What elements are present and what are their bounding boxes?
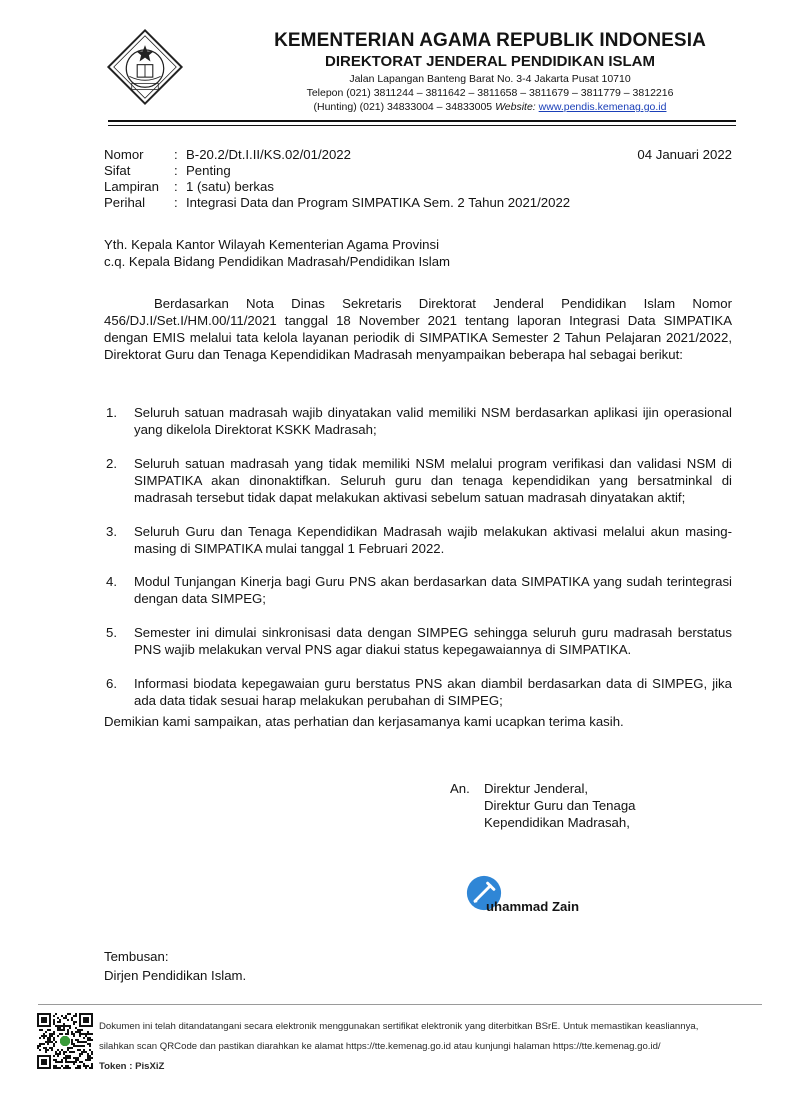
meta-row-nomor (104, 147, 570, 163)
footer-line: Dokumen ini telah ditandatangani secara elektronik menggunakan sertifikat elektronik yang diterbitkan BSrE. Untuk memastikan keasliannya, (99, 1021, 699, 1032)
footer-line: silahkan scan QRCode dan pastikan diarahkan ke alamat https://tte.kemenag.go.id atau kunjungi halaman https://tte.kemenag.go.id/ (99, 1041, 661, 1052)
signature-an: An. (450, 781, 470, 796)
list-number: 3. (106, 524, 117, 539)
cc-recipient: Dirjen Pendidikan Islam. (104, 968, 247, 983)
meta-colon: : (174, 195, 178, 210)
list-text: Seluruh Guru dan Tenaga Kependidikan Madrasah wajib melakukan aktivasi melalui akun masing-masing di SIMPATIKA mulai tanggal 1 Februari 2022. (134, 524, 732, 556)
meta-row-lampiran (104, 179, 570, 195)
letter-subject: Integrasi Data dan Program SIMPATIKA Sem. 2 Tahun 2021/2022 (186, 195, 571, 210)
kemenag-emblem-icon (106, 28, 184, 106)
directorate-name: DIREKTORAT JENDERAL PENDIDIKAN ISLAM (324, 53, 656, 70)
office-phone: Telepon (021) 3811244 – 3811642 – 3811658 – 3811679 – 3811779 – 3812216 (306, 87, 674, 99)
office-address: Jalan Lapangan Banteng Barat No. 3-4 Jakarta Pusat 10710 (349, 73, 631, 85)
letter-nature: Penting (186, 163, 231, 178)
letter-number: B-20.2/Dt.I.II/KS.02/01/2022 (186, 147, 351, 162)
list-item (104, 455, 732, 506)
list-number: 1. (106, 405, 117, 420)
meta-label: Nomor (104, 147, 144, 162)
signatory-name: uhammad Zain (486, 899, 580, 914)
signature-title-line: Direktur Guru dan Tenaga (484, 798, 636, 813)
addressee-line: c.q. Kepala Bidang Pendidikan Madrasah/Pendidikan Islam (104, 254, 451, 269)
meta-label: Lampiran (104, 179, 159, 194)
list-item (104, 573, 732, 607)
closing-paragraph: Demikian kami sampaikan, atas perhatian dan kerjasamanya kami ucapkan terima kasih. (104, 714, 624, 729)
list-item (104, 624, 732, 658)
qr-code-icon[interactable] (37, 1013, 93, 1069)
list-text: Seluruh satuan madrasah yang tidak memiliki NSM melalui program verifikasi dan validasi NSM di SIMPATIKA akan dinonaktifkan. Seluruh guru dan tenaga kependidikan yang bersatminkal di madrasah tersebut tidak dapat melakukan aktivasi sebelum satuan madrasah dinyatakan aktif; (134, 456, 732, 505)
list-text: Seluruh satuan madrasah wajib dinyatakan valid memiliki NSM berdasarkan aplikasi ijin operasional yang dikelola Direktorat KSKK Madrasah; (134, 405, 732, 437)
intro-paragraph: Berdasarkan Nota Dinas Sekretaris Direktorat Jenderal Pendidikan Islam Nomor 456/DJ.I/Set.I/HM.00/11/2021 tanggal 18 November 2021 tentang laporan Integrasi Data SIMPATIKA dengan EMIS melalui tata kelola layanan periodik di SIMPATIKA Semester 2 Tahun Pelajaran 2021/2022, Direktorat Guru dan Tenaga Kependidikan Madrasah menyampaikan beberapa hal sebagai berikut: (104, 296, 732, 362)
meta-label: Sifat (104, 163, 131, 178)
letter-meta (104, 147, 570, 211)
signature-title (484, 780, 636, 831)
addressee-line: Yth. Kepala Kantor Wilayah Kementerian Agama Provinsi (104, 237, 439, 252)
ministry-name: KEMENTERIAN AGAMA REPUBLIK INDONESIA (274, 30, 706, 51)
point-list (104, 404, 732, 709)
list-item (104, 675, 732, 709)
list-number: 2. (106, 456, 117, 471)
list-item (104, 404, 732, 438)
meta-colon: : (174, 163, 178, 178)
footer-notice (99, 1017, 789, 1077)
letterhead-rule-thin (108, 125, 736, 126)
signature-title-line: Direktur Jenderal, (484, 781, 589, 796)
meta-colon: : (174, 179, 178, 194)
list-number: 5. (106, 625, 117, 640)
list-text: Semester ini dimulai sinkronisasi data dengan SIMPEG sehingga seluruh guru madrasah berstatus PNS wajib melakukan verval PNS agar diakui status kepegawaiannya di SIMPATIKA. (134, 625, 732, 657)
letter-date: 04 Januari 2022 (637, 147, 732, 162)
cc-label: Tembusan: (104, 949, 169, 964)
letterhead-rule-thick (108, 120, 736, 122)
footer-token: Token : PisXiZ (99, 1061, 165, 1072)
list-item (104, 523, 732, 557)
hunting-phone: (Hunting) (021) 34833004 – 34833005 (313, 101, 493, 113)
letter-attachment: 1 (satu) berkas (186, 179, 274, 194)
carbon-copy (104, 947, 246, 985)
meta-row-sifat (104, 163, 570, 179)
meta-row-perihal (104, 195, 570, 211)
list-text: Modul Tunjangan Kinerja bagi Guru PNS akan berdasarkan data SIMPATIKA yang sudah terintegrasi dengan data SIMPEG; (134, 574, 732, 606)
office-hunting-line (210, 101, 770, 113)
meta-colon: : (174, 147, 178, 162)
signature-title-line: Kependidikan Madrasah, (484, 815, 630, 830)
meta-label: Perihal (104, 195, 146, 210)
list-text: Informasi biodata kepegawaian guru berstatus PNS akan diambil berdasarkan data di SIMPEG, jika ada data tidak sesuai harap melakukan perubahan di SIMPEG; (134, 676, 732, 708)
list-number: 4. (106, 574, 117, 589)
footer-rule (38, 1004, 762, 1005)
addressee (104, 236, 450, 270)
website-label: Website: (495, 101, 536, 113)
website-link[interactable]: www.pendis.kemenag.go.id (538, 101, 667, 113)
list-number: 6. (106, 676, 117, 691)
